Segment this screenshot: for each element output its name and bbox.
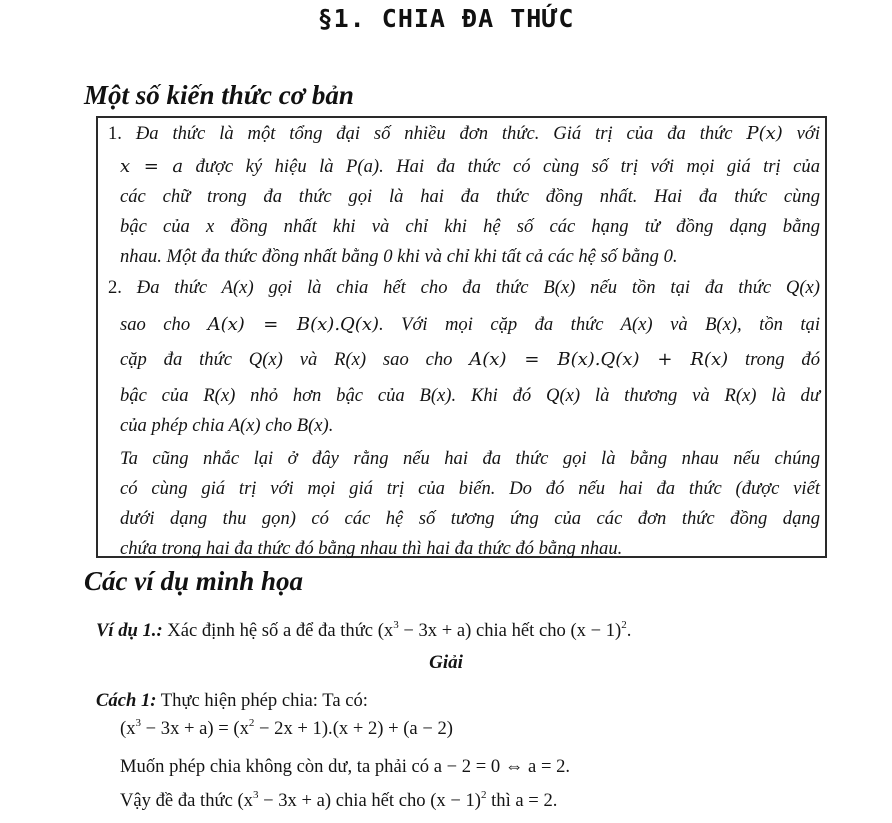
example-1 [96, 619, 631, 643]
knowledge-line [120, 185, 820, 209]
example-label: Ví dụ 1.: [96, 620, 163, 641]
line-text: với [782, 123, 820, 144]
line-text: . Với mọi cặp đa thức A(x) và B(x), tồn tại [379, 314, 820, 335]
inline-formula: P(x) [746, 123, 783, 144]
line-text: bậc của R(x) nhỏ hơn bậc của B(x). Khi đó Q(x) là thương và R(x) là dư [120, 385, 820, 406]
example-text: Xác định hệ số a để đa thức [162, 620, 378, 641]
section-heading-examples: Các ví dụ minh họa [84, 566, 304, 596]
line-text: được ký hiệu là P(a). Hai đa thức có cùng số trị với mọi giá trị của [183, 156, 820, 177]
knowledge-line [120, 313, 820, 337]
line-text: Đa thức là một tổng đại số nhiều đơn thức. Giá trị của đa thức [135, 123, 747, 144]
solution-heading: Giải [429, 652, 463, 673]
example-divisor: $(x - 1)^2$ [570, 619, 627, 641]
inline-formula: A(x) = B(x).Q(x) [207, 314, 379, 335]
knowledge-line [120, 384, 820, 408]
method-1 [96, 689, 368, 713]
section-heading-knowledge: Một số kiến thức cơ bản [84, 80, 354, 110]
line-text: bậc của x đồng nhất khi và chỉ khi hệ số các hạng tử đồng dạng bằng [120, 216, 820, 237]
line-text: có cùng giá trị với mọi giá trị của biến. Do đó nếu hai đa thức (được viết [120, 478, 820, 499]
knowledge-line [120, 215, 820, 239]
method-label: Cách 1: [96, 690, 157, 711]
knowledge-line [120, 537, 820, 561]
item-number: 2. [108, 277, 122, 298]
division-equation: $(x^3 - 3x + a) = (x^2 - 2x + 1).(x + 2) + (a - 2)$ [120, 717, 453, 739]
line-text: các chữ trong đa thức gọi là hai đa thức đồng nhất. Hai đa thức cùng [120, 186, 820, 207]
example-period: . [626, 620, 632, 641]
line-text: dưới dạng thu gọn) có các hệ số tương ứng của các đơn thức đồng dạng [120, 508, 820, 529]
line-text: sao cho [120, 314, 208, 335]
line-text: Ta cũng nhắc lại ở đây rằng nếu hai đa thức gọi là bằng nhau nếu chúng [120, 448, 820, 469]
equivalence-arrow-icon: ⇔ [504, 756, 524, 777]
knowledge-line [120, 477, 820, 501]
example-polynomial: $(x^3 - 3x + a)$ [377, 619, 472, 641]
method-text: Thực hiện phép chia: Ta có: [156, 690, 368, 711]
inline-formula: A(x) = B(x).Q(x) + R(x) [469, 349, 729, 370]
conclusion-result: Vậy đề đa thức $(x^3 - 3x + a)$ chia hết cho $(x - 1)^2$ thì a = 2. [120, 789, 558, 811]
inline-formula: x = a [120, 156, 184, 177]
line-text: của phép chia A(x) cho B(x). [120, 415, 334, 436]
knowledge-line [120, 447, 820, 471]
knowledge-line [108, 122, 820, 146]
knowledge-line [120, 348, 820, 372]
line-text: cặp đa thức Q(x) và R(x) sao cho [120, 349, 470, 370]
line-text: nhau. Một đa thức đồng nhất bằng 0 khi và chỉ khi tất cả các hệ số bằng 0. [120, 246, 678, 267]
line-text: Đa thức A(x) gọi là chia hết cho đa thức B(x) nếu tồn tại đa thức Q(x) [136, 277, 820, 298]
item-number: 1. [108, 123, 122, 144]
line-text: trong đó [728, 349, 820, 370]
knowledge-line [120, 245, 820, 269]
page-title: §1. CHIA ĐA THỨC [317, 4, 575, 33]
example-text-mid: chia hết cho [471, 620, 571, 641]
line-text: chứa trong hai đa thức đó bằng nhau thì hai đa thức đó bằng nhau. [120, 538, 623, 559]
knowledge-line [120, 507, 820, 531]
knowledge-line [108, 276, 820, 300]
conclusion-condition: Muốn phép chia không còn dư, ta phải có a − 2 = 0 ⇔ a = 2. [120, 756, 571, 777]
knowledge-line [120, 414, 820, 438]
knowledge-line [120, 155, 820, 179]
